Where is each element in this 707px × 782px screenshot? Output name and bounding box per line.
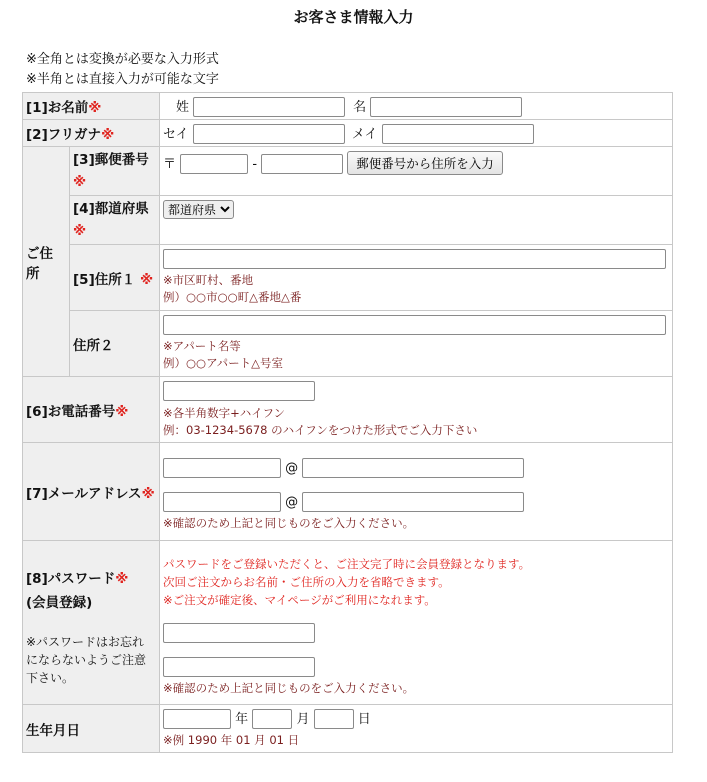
- mei-kana-input[interactable]: [382, 124, 534, 144]
- label-email: [7]メールアドレス※: [23, 443, 160, 541]
- address1-hint: ※市区町村、番地 例）○○市○○町△番地△番: [163, 273, 302, 304]
- mei-input[interactable]: [370, 97, 522, 117]
- page-title: お客さま情報入力: [293, 8, 414, 26]
- row-phone: [23, 377, 673, 443]
- birthday-hint: ※例 1990 年 01 月 01 日: [163, 733, 300, 747]
- label-name: [1]お名前※: [23, 93, 160, 120]
- row-email: [23, 443, 673, 541]
- label-mei-kana: メイ: [351, 126, 378, 142]
- birth-month-input[interactable]: [252, 709, 292, 729]
- prefecture-select[interactable]: [163, 200, 234, 219]
- phone-input[interactable]: [163, 381, 315, 401]
- sei-input[interactable]: [193, 97, 345, 117]
- password-note: ※パスワードはお忘れにならないようご注意下さい。: [26, 635, 147, 685]
- password-hint: ※確認のため上記と同じものをご入力ください。: [163, 681, 415, 695]
- label-postal: [3]郵便番号 ※: [70, 147, 160, 196]
- password-info: パスワードをご登録いただくと、ご注文完了時に会員登録となります。 次回ご注文からお名前・ご住所の入力を省略できます。 ※ご注文が確定後、マイページがご利用になれます。: [163, 557, 531, 607]
- row-name: [23, 93, 673, 120]
- email-domain-input[interactable]: [302, 458, 524, 478]
- address2-hint: ※アパート名等 例）○○アパート△号室: [163, 339, 284, 370]
- label-sei-kana: セイ: [163, 126, 189, 142]
- row-address2: [23, 311, 673, 377]
- birth-year-input[interactable]: [163, 709, 231, 729]
- postal-input-2[interactable]: [261, 154, 343, 174]
- row-birthday: 生年月日 年 月 日 ※例 1990 年 01 月 01 日: [23, 705, 673, 753]
- note-hankaku: ※半角とは直接入力が可能な文字: [26, 72, 219, 87]
- row-furigana: [23, 120, 673, 147]
- label-address1: [5]住所１ ※: [70, 245, 160, 311]
- email-confirm-at: @: [285, 494, 299, 510]
- postal-lookup-button[interactable]: 郵便番号から住所を入力: [347, 151, 503, 175]
- sei-kana-input[interactable]: [193, 124, 345, 144]
- postal-mark: 〒: [163, 157, 177, 172]
- birth-day-input[interactable]: [314, 709, 354, 729]
- label-mei: 名: [353, 99, 367, 115]
- email-confirm-domain-input[interactable]: [302, 492, 524, 512]
- phone-hint: ※各半角数字+ハイフン 例：03-1234-5678 のハイフンをつけた形式でご入力下さい: [163, 405, 478, 437]
- row-postal: ご住所 [3]郵便番号 ※ 〒 - 郵便番号から住所を入力: [23, 147, 673, 196]
- label-phone: [6]お電話番号※: [23, 377, 160, 443]
- label-prefecture: [4]都道府県 ※: [70, 196, 160, 245]
- note-zenkaku: ※全角とは変換が必要な入力形式: [26, 52, 219, 67]
- customer-form: [22, 92, 673, 753]
- label-birthday: 生年月日: [23, 705, 160, 753]
- input-notes: [26, 50, 707, 90]
- label-furigana: [2]フリガナ※: [23, 120, 160, 147]
- required-mark: ※: [88, 100, 102, 116]
- label-password: [8]パスワード※ (会員登録) ※パスワードはお忘れにならないようご注意下さい。: [23, 541, 160, 705]
- password-confirm-input[interactable]: [163, 657, 315, 677]
- email-input[interactable]: [163, 458, 281, 478]
- address2-input[interactable]: [163, 315, 666, 335]
- postal-input-1[interactable]: [180, 154, 248, 174]
- row-prefecture: [23, 196, 673, 245]
- label-address-group: ご住所: [23, 147, 70, 377]
- row-address1: [23, 245, 673, 311]
- email-at: @: [285, 460, 299, 476]
- password-input[interactable]: [163, 623, 315, 643]
- email-hint: ※確認のため上記と同じものをご入力ください。: [163, 515, 415, 530]
- label-address2: 住所２: [70, 311, 160, 377]
- email-confirm-input[interactable]: [163, 492, 281, 512]
- label-sei: 姓: [176, 99, 190, 115]
- row-password: [23, 541, 673, 705]
- address1-input[interactable]: [163, 249, 666, 269]
